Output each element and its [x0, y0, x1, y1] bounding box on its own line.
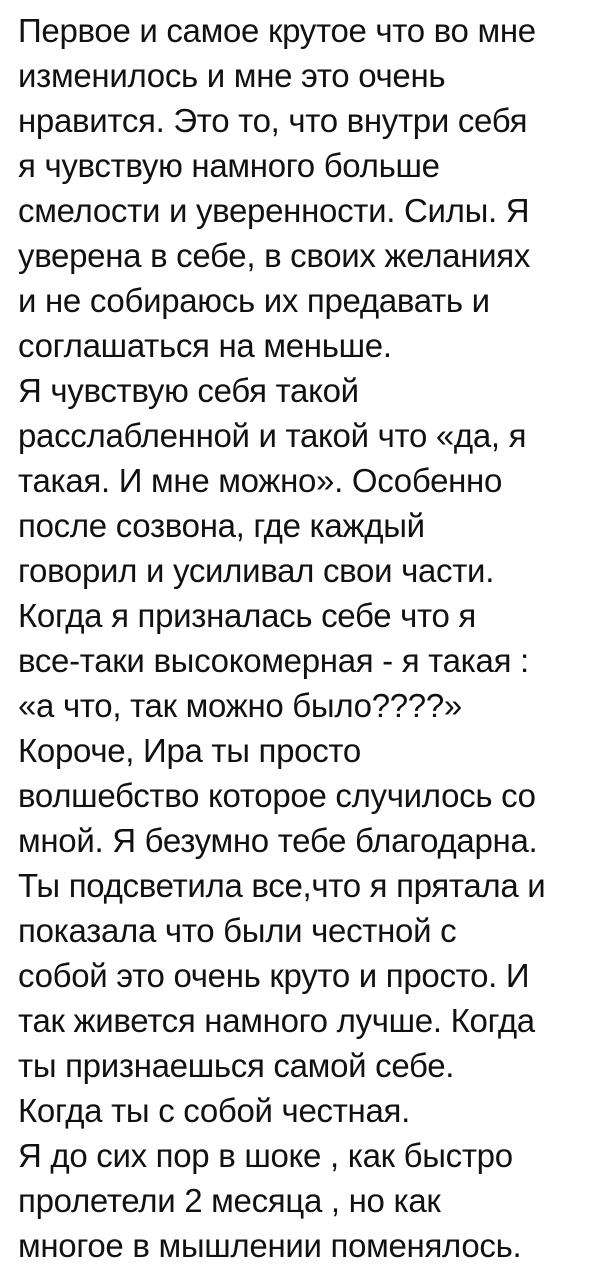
text-line: показала что были честной с — [18, 912, 457, 949]
text-line: соглашаться на меньше. — [18, 327, 392, 364]
text-line: я чувствую намного больше — [18, 147, 440, 184]
text-line: собой это очень круто и просто. И — [18, 957, 530, 994]
text-line: волшебство которое случилось со — [18, 777, 536, 814]
text-line: Я чувствую себя такой — [18, 372, 359, 409]
text-line: такая. И мне можно». Особенно — [18, 462, 503, 499]
text-line: после созвона, где каждый — [18, 507, 425, 544]
text-line: расслабленной и такой что «да, я — [18, 417, 527, 454]
text-line: мной. Я безумно тебе благодарна. — [18, 822, 538, 859]
text-line: «а что, так можно было????» — [18, 687, 462, 724]
text-line: изменилось и мне это очень — [18, 57, 446, 94]
text-line: смелости и уверенности. Силы. Я — [18, 192, 530, 229]
text-body — [18, 8, 604, 1268]
text-line: и не собираюсь их предавать и — [18, 282, 490, 319]
text-line: Когда я призналась себе что я — [18, 597, 476, 634]
text-line: все-таки высокомерная - я такая : — [18, 642, 529, 679]
text-line: ты признаешься самой себе. — [18, 1047, 455, 1084]
text-line: так живется намного лучше. Когда — [18, 1002, 535, 1039]
text-line: Короче, Ира ты просто — [18, 732, 361, 769]
text-line: Первое и самое крутое что во мне — [18, 12, 536, 49]
text-line: говорил и усиливал свои части. — [18, 552, 495, 589]
text-line: уверена в себе, в своих желаниях — [18, 237, 531, 274]
text-line: Ты подсветила все,что я прятала и — [18, 867, 546, 904]
text-line: пролетели 2 месяца , но как — [18, 1182, 441, 1219]
text-line: Когда ты с собой честная. — [18, 1092, 410, 1129]
text-line: Я до сих пор в шоке , как быстро — [18, 1137, 513, 1174]
text-line: нравится. Это то, что внутри себя — [18, 102, 528, 139]
text-line: многое в мышлении поменялось. — [18, 1227, 522, 1264]
